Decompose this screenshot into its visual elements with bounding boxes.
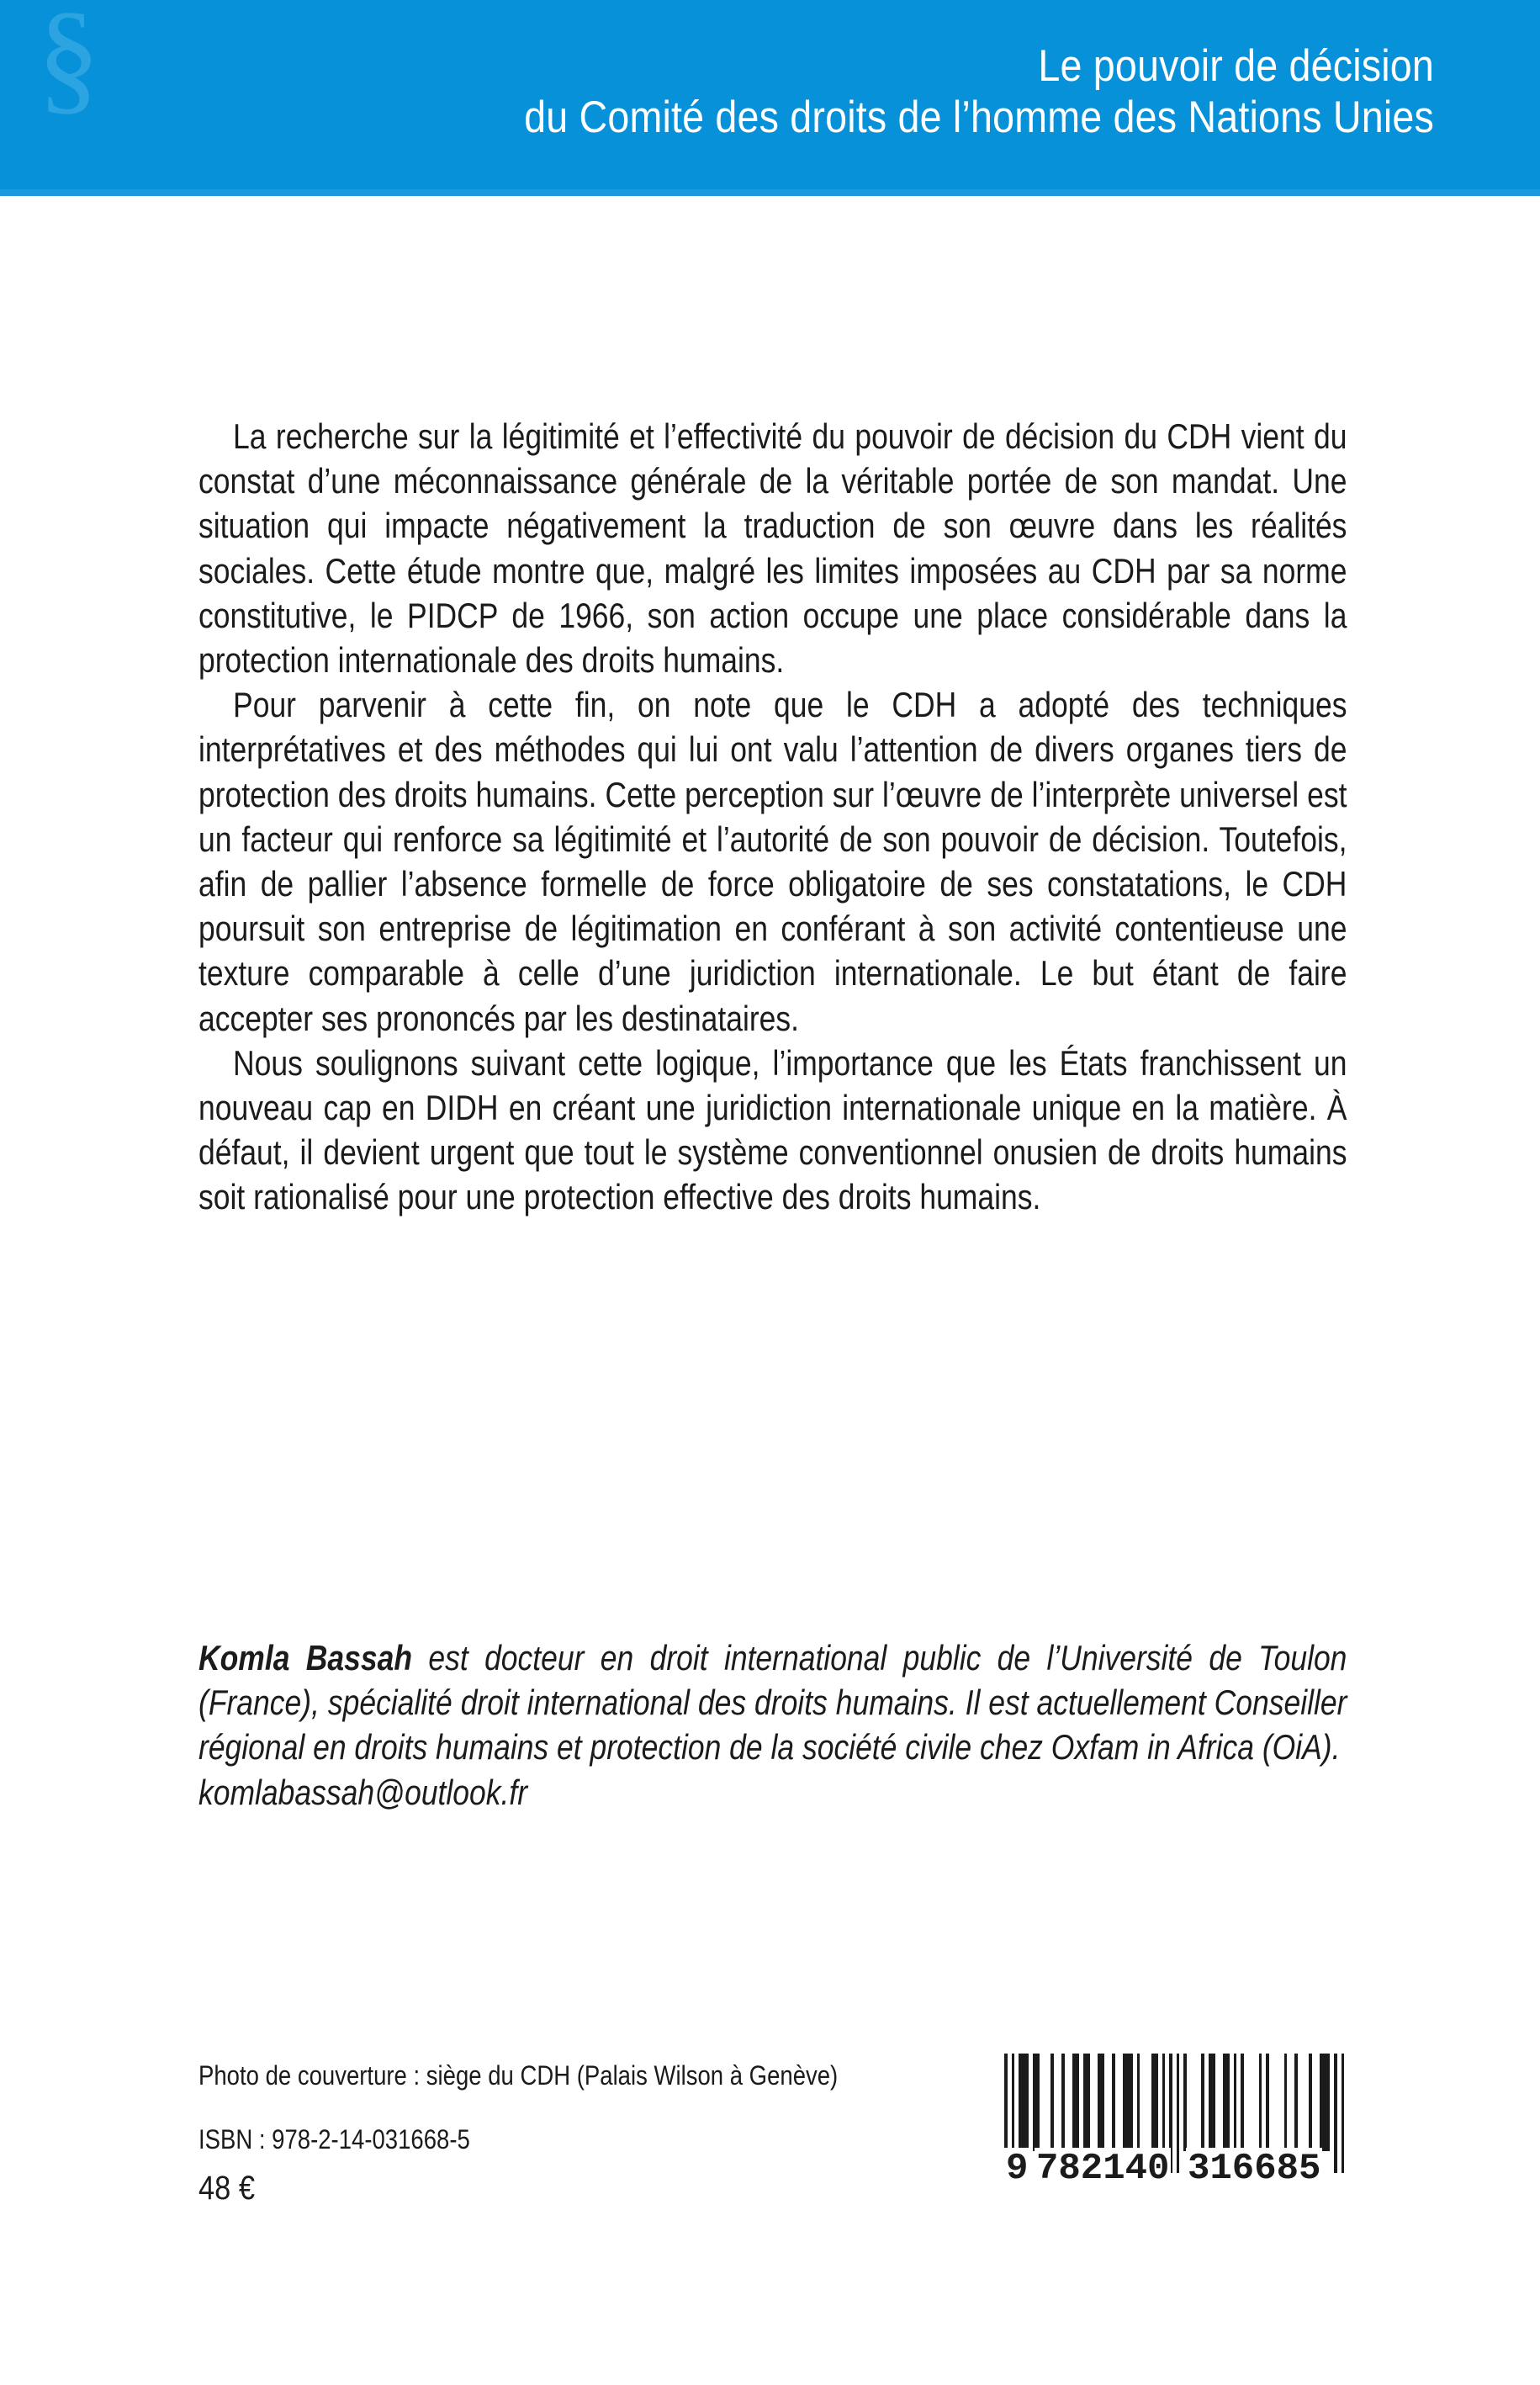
barcode-bar xyxy=(1201,2054,1204,2151)
blurb-paragraph-2: Pour parvenir à cette fin, on note que le CDH a adopté des techniques interprétatives et des méthodes qui lui ont valu l’attention de divers organes tiers de protection des droits humains. Cette perception sur l’œuvre de l’interprète universel est un facteur qui renforce sa légitimité et l’autorité de son pouvoir de décision. Toutefois, afin de pallier l’absence formelle de force obligatoire de ses constatations, le CDH poursuit son entreprise de légitimation en conférant à son activité contentieuse une texture comparable à celle d’une juridiction internationale. Le but étant de faire accepter ses prononcés par les destinataires. xyxy=(198,685,1347,1038)
barcode-bar xyxy=(1137,2054,1140,2151)
barcode-bar xyxy=(1266,2054,1269,2151)
author-bio-text xyxy=(198,1635,1347,1770)
barcode-bar xyxy=(1309,2054,1312,2151)
barcode-bar xyxy=(1320,2054,1330,2151)
blurb-paragraph-3: Nous soulignons suivant cette logique, l’importance que les États franchissent un nouveau cap en DIDH en créant une juridiction internationale unique en la matière. À défaut, il devient urgent que tout le système conventionnel onusien de droits humains soit rationalisé pour une protection effective des droits humains. xyxy=(198,1042,1347,1217)
barcode-bar xyxy=(1019,2054,1029,2151)
barcode-bar xyxy=(1209,2054,1215,2151)
isbn-barcode xyxy=(1004,2054,1345,2213)
barcode-digit-group-3: 316685 xyxy=(1188,2148,1321,2190)
price-text: 48 € xyxy=(198,2170,255,2207)
barcode-bar xyxy=(1061,2054,1065,2151)
page-title-line-1: Le pouvoir de décision xyxy=(1038,41,1434,91)
barcode-bar xyxy=(1083,2054,1090,2151)
barcode-digit-group-2: 782140 xyxy=(1036,2148,1170,2190)
author-bio xyxy=(198,1635,1347,1815)
barcode-bar xyxy=(1050,2054,1054,2151)
footer-info xyxy=(198,2059,994,2208)
barcode-bar xyxy=(1033,2054,1040,2151)
barcode-bar xyxy=(1284,2054,1288,2151)
page-title xyxy=(398,40,1434,144)
page-title-line-2: du Comité des droits de l’homme des Nations Unies xyxy=(524,93,1434,143)
barcode-bar xyxy=(1112,2054,1115,2151)
author-email[interactable]: komlabassah@outlook.fr xyxy=(198,1772,528,1812)
barcode-bar xyxy=(1183,2054,1187,2151)
author-bio-body: est docteur en droit international public de l’Université de Toulon (France), spécialité droit international des droits humains. Il est actuellement Conseiller régional en droits humains et protection de la société civile chez Oxfam in Africa (OiA). xyxy=(198,1638,1347,1768)
barcode-bar xyxy=(1223,2054,1230,2151)
barcode-bar xyxy=(1162,2054,1166,2151)
barcode-digits xyxy=(1004,2148,1345,2195)
barcode-bar xyxy=(1234,2054,1237,2151)
photo-credit: Photo de couverture : siège du CDH (Palais Wilson à Genève) xyxy=(198,2060,839,2091)
barcode-bar xyxy=(1072,2054,1079,2151)
barcode-bar xyxy=(1098,2054,1104,2151)
barcode-bar xyxy=(1123,2054,1133,2151)
barcode-bar xyxy=(1294,2054,1298,2151)
blurb-paragraph-1: La recherche sur la légitimité et l’effectivité du pouvoir de décision du CDH vient du constat d’une méconnaissance générale de la véritable portée de son mandat. Une situation qui impacte négativement la traduction de son œuvre dans les réalités sociales. Cette étude montre que, malgré les limites imposées au CDH par sa norme constitutive, le PIDCP de 1966, son action occupe une place considérable dans la protection internationale des droits humains. xyxy=(198,416,1347,681)
barcode-digit-group-1: 9 xyxy=(1006,2148,1029,2190)
section-sign-watermark-icon: § xyxy=(37,0,100,126)
barcode-bar xyxy=(1241,2054,1244,2151)
header-accent-stripe xyxy=(0,189,1540,196)
header-band xyxy=(0,0,1540,196)
barcode-bar xyxy=(1151,2054,1158,2151)
barcode-bar xyxy=(1259,2054,1262,2151)
isbn-text: ISBN : 978-2-14-031668-5 xyxy=(198,2124,470,2154)
blurb-text xyxy=(198,414,1347,1220)
author-name: Komla Bassah xyxy=(198,1638,413,1677)
